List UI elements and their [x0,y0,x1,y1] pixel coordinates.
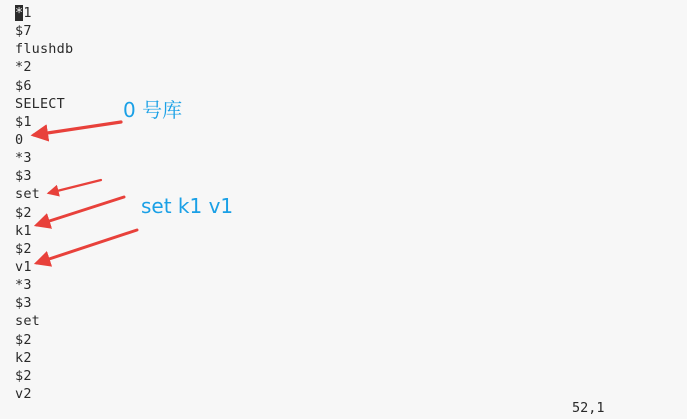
text-cursor: * [15,5,24,21]
editor-line: $2 [15,204,32,221]
editor-line: k2 [15,349,32,366]
editor-line: $2 [15,240,32,257]
cursor-position-status: 52,1 [572,400,605,416]
editor-line: $1 [15,113,32,130]
editor-line: $3 [15,168,32,185]
editor-line: $3 [15,295,32,312]
db-annotation-label: 0 号库 [123,98,183,122]
editor-line: set [15,313,40,330]
editor-line: v2 [15,385,32,402]
editor-line: flushdb [15,41,74,58]
editor-line: *3 [15,150,32,167]
line-text: 1 [23,5,32,21]
editor-line: v1 [15,258,32,275]
editor-line: SELECT [15,95,65,112]
editor-line: $7 [15,23,32,40]
editor-line: $2 [15,367,32,384]
editor-lines [15,4,73,403]
editor-line: *3 [15,277,32,294]
editor-line: $6 [15,77,32,94]
editor-line [15,4,73,22]
editor-line: 0 [15,131,24,148]
editor-line: *2 [15,59,32,76]
editor-line: set [15,186,40,203]
editor-line: $2 [15,331,32,348]
editor-line: k1 [15,222,32,239]
set-annotation-label: set k1 v1 [141,194,234,218]
